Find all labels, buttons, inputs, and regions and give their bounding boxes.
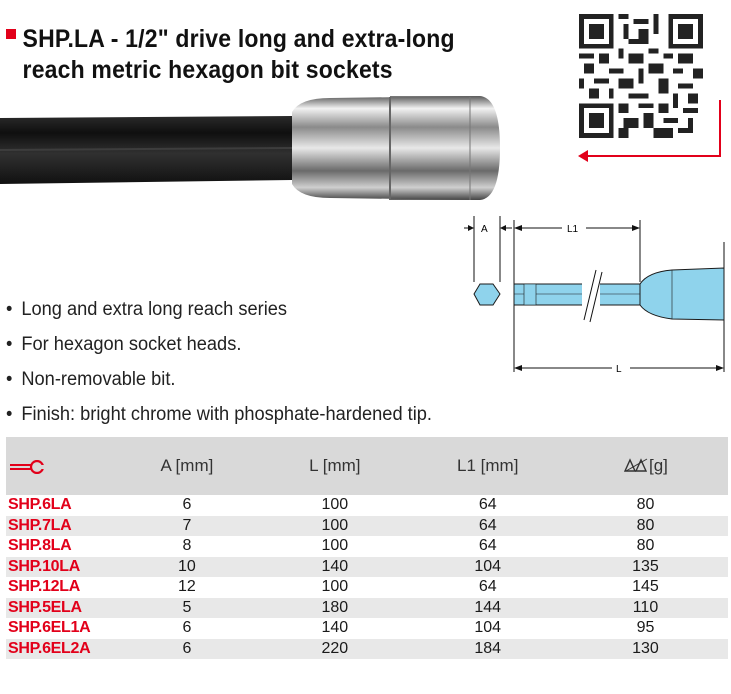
l1-cell: 64	[478, 496, 497, 514]
column-header-l: L [mm]	[257, 437, 412, 495]
weight-cell: 80	[636, 496, 655, 514]
table-row	[6, 516, 728, 537]
a-cell: 6	[182, 619, 192, 637]
l-cell: 100	[321, 578, 349, 596]
a-cell: 10	[117, 557, 258, 578]
l-cell: 100	[321, 537, 349, 555]
a-cell: 6	[117, 639, 258, 660]
reference-cell: SHP.6EL1A	[8, 619, 91, 637]
table-header-row	[6, 437, 728, 495]
l1-cell: 64	[413, 516, 563, 537]
weight-cell: 130	[563, 639, 728, 660]
dim-label-a: A	[481, 224, 488, 235]
title-line-2: reach metric hexagon bit sockets	[22, 56, 393, 84]
column-header-weight	[563, 437, 728, 495]
a-cell: 8	[182, 537, 192, 555]
a-cell: 7	[117, 516, 258, 537]
feature-item: • For hexagon socket heads.	[6, 333, 432, 357]
l-cell: 140	[321, 619, 349, 637]
weight-cell: 95	[636, 619, 655, 637]
reference-cell: SHP.6LA	[8, 496, 72, 514]
l1-cell: 64	[478, 537, 497, 555]
spec-table	[6, 437, 728, 659]
title-line-1: SHP.LA - 1/2" drive long and extra-long	[22, 25, 455, 53]
table-row	[6, 598, 728, 619]
dim-label-l1: L1	[567, 224, 579, 235]
column-header-l1: L1 [mm]	[413, 437, 563, 495]
reference-cell: SHP.6EL2A	[6, 639, 117, 660]
table-row	[6, 557, 728, 578]
dim-label-l: L	[616, 364, 622, 375]
a-cell: 6	[182, 496, 192, 514]
feature-item: • Finish: bright chrome with phosphate-hardened tip.	[6, 403, 432, 427]
reference-cell: SHP.10LA	[6, 557, 117, 578]
column-header-weight-unit: [g]	[649, 456, 668, 475]
l-cell: 180	[257, 598, 412, 619]
table-row	[6, 577, 728, 598]
weight-cell: 110	[563, 598, 728, 619]
wrench-reference-icon	[10, 460, 44, 474]
weight-scale-icon	[623, 458, 649, 472]
weight-cell: 80	[636, 537, 655, 555]
reference-cell: SHP.7LA	[6, 516, 117, 537]
reference-cell: SHP.12LA	[8, 578, 81, 596]
column-header-a: A [mm]	[117, 437, 258, 495]
table-row	[6, 495, 728, 516]
l-cell: 220	[257, 639, 412, 660]
l-cell: 100	[257, 516, 412, 537]
product-title	[6, 24, 566, 86]
hex-bit-socket-image	[0, 88, 500, 218]
reference-cell: SHP.5ELA	[6, 598, 117, 619]
table-row	[6, 536, 728, 557]
a-cell: 12	[178, 578, 196, 596]
feature-list	[6, 298, 450, 438]
feature-item: • Non-removable bit.	[6, 368, 432, 392]
weight-cell: 145	[632, 578, 659, 596]
feature-item: • Long and extra long reach series	[6, 298, 432, 322]
l1-cell: 144	[413, 598, 563, 619]
reference-cell: SHP.8LA	[8, 537, 72, 555]
l-cell: 140	[257, 557, 412, 578]
reference-column-header	[6, 437, 117, 495]
l-cell: 100	[321, 496, 349, 514]
table-row	[6, 618, 728, 639]
l1-cell: 104	[474, 619, 502, 637]
qr-arrow	[576, 100, 724, 180]
weight-cell: 135	[563, 557, 728, 578]
weight-cell: 80	[563, 516, 728, 537]
l1-cell: 64	[478, 578, 497, 596]
a-cell: 5	[117, 598, 258, 619]
l1-cell: 184	[413, 639, 563, 660]
dimension-diagram	[462, 212, 730, 382]
table-row	[6, 639, 728, 660]
l1-cell: 104	[413, 557, 563, 578]
